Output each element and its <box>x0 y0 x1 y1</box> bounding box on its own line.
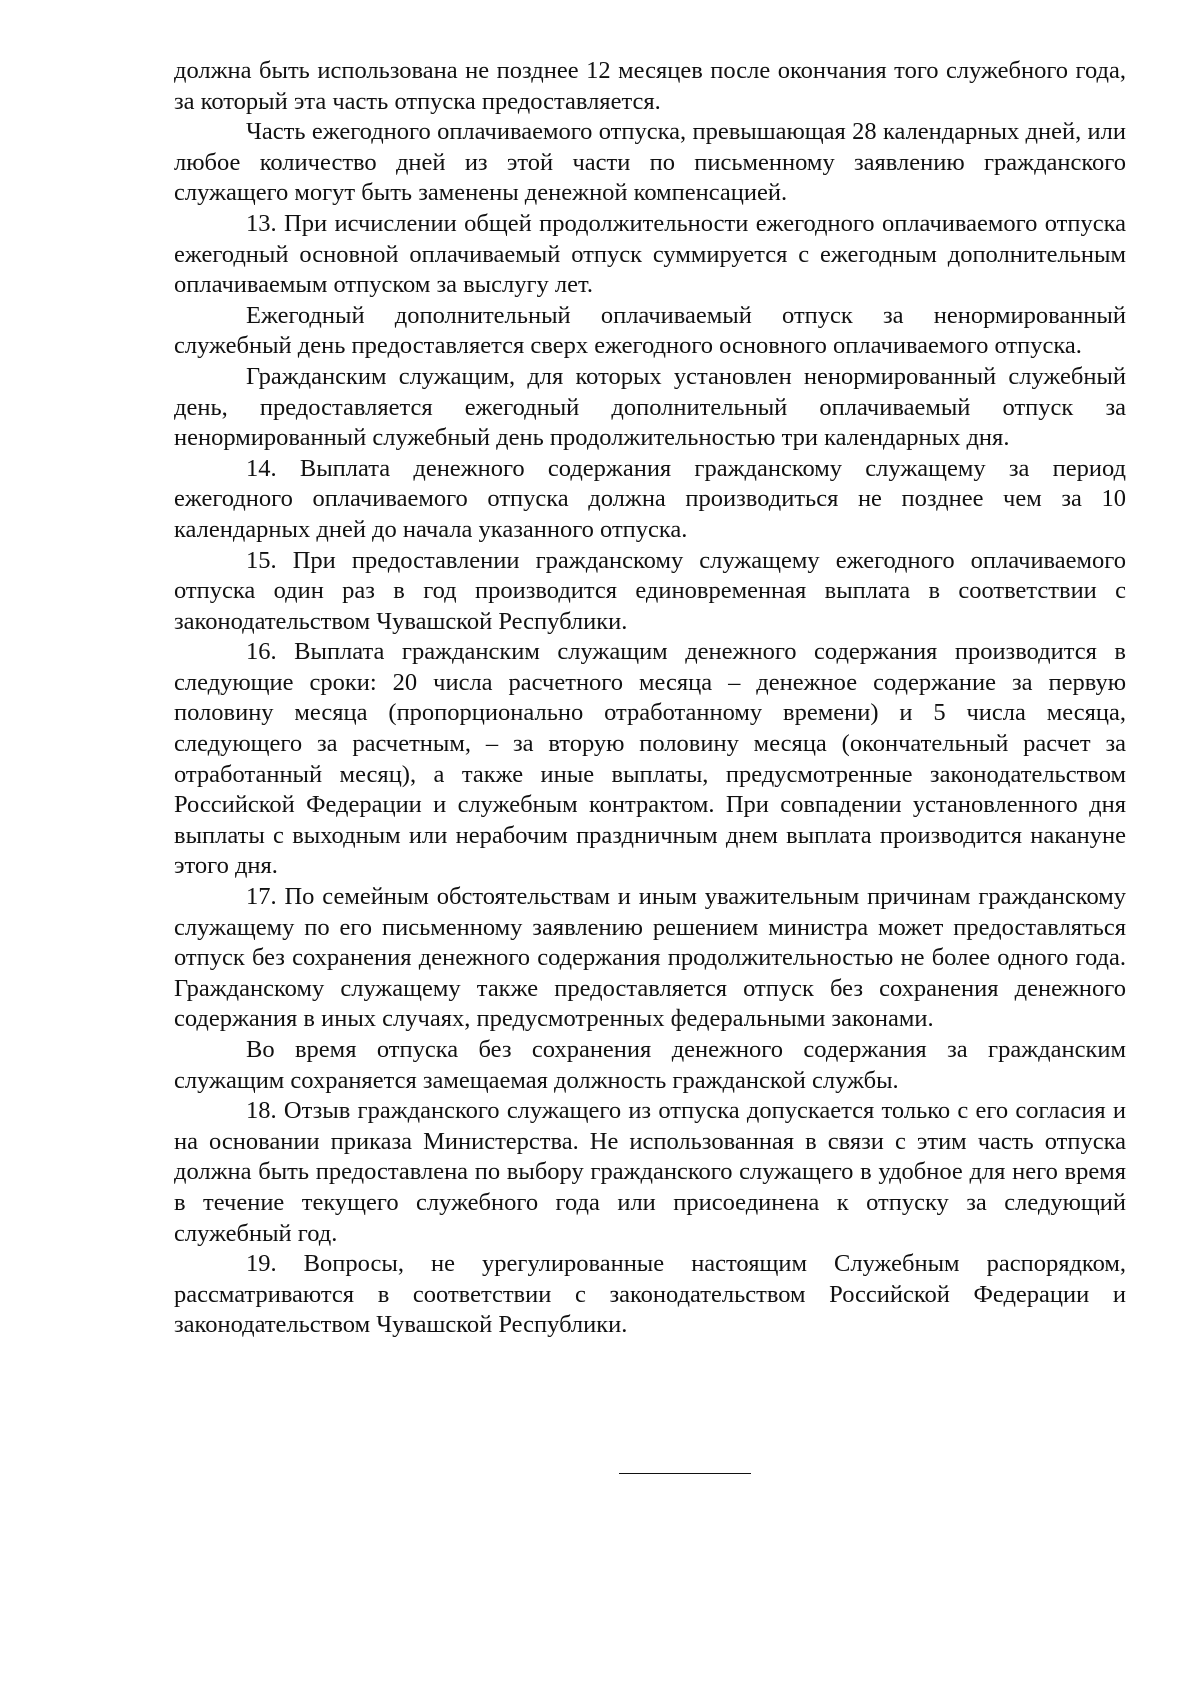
paragraph-19: 19. Вопросы, не урегулированные настоящим Служебным распорядком, рассматриваются в соответствии с законодательством Российской Федерации и законодательством Чувашской Республики. <box>174 1250 1126 1339</box>
end-of-document-rule <box>619 1473 751 1474</box>
paragraph-18: 18. Отзыв гражданского служащего из отпуска допускается только с его согласия и на основании приказа Министерства. Не использованная в связи с этим часть отпуска должна быть предоставлена по выбору гражданского служащего в удобное для него время в течение текущего служебного года или присоединена к отпуску за следующий служебный год. <box>174 1097 1126 1247</box>
paragraph-13: 13. При исчислении общей продолжительности ежегодного оплачиваемого отпуска ежегодный основной оплачиваемый отпуск суммируется с ежегодным дополнительным оплачиваемым отпуском за выслугу лет. <box>174 209 1126 299</box>
document-body <box>174 56 1126 1341</box>
paragraph-17-position-retained: Во время отпуска без сохранения денежного содержания за гражданским служащим сохраняется замещаемая должность гражданской службы. <box>174 1036 1126 1094</box>
paragraph-17: 17. По семейным обстоятельствам и иным уважительным причинам гражданскому служащему по его письменному заявлению решением министра может предоставляться отпуск без сохранения денежного содержания продолжительностью не более одного года. Гражданскому служащему также предоставляется отпуск без сохранения денежного содержания в иных случаях, предусмотренных федеральными законами. <box>174 883 1126 1033</box>
paragraph-13-irregular-day: Гражданским служащим, для которых установлен ненормированный служебный день, предоставляется ежегодный дополнительный оплачиваемый отпуск за ненормированный служебный день продолжительностью три календарных дня. <box>174 362 1126 452</box>
paragraph-13-additional-leave: Ежегодный дополнительный оплачиваемый отпуск за ненормированный служебный день предоставляется сверх ежегодного основного оплачиваемого отпуска. <box>174 301 1126 360</box>
paragraph-compensation: Часть ежегодного оплачиваемого отпуска, превышающая 28 календарных дней, или любое количество дней из этой части по письменному заявлению гражданского служащего могут быть заменены денежной компенсацией. <box>174 118 1126 207</box>
paragraph-14: 14. Выплата денежного содержания гражданскому служащему за период ежегодного оплачиваемого отпуска должна производиться не позднее чем за 10 календарных дней до начала указанного отпуска. <box>174 454 1126 543</box>
paragraph-continuation: должна быть использована не позднее 12 месяцев после окончания того служебного года, за который эта часть отпуска предоставляется. <box>174 57 1126 115</box>
paragraph-16: 16. Выплата гражданским служащим денежного содержания производится в следующие сроки: 20 числа расчетного месяца – денежное содержание за первую половину месяца (пропорционально отработанному времени) и 5 числа месяца, следующего за расчетным, – за вторую половину месяца (окончательный расчет за отработанный месяц), а также иные выплаты, предусмотренные законодательством Российской Федерации и служебным контрактом. При совпадении установленного дня выплаты с выходным или нерабочим праздничным днем выплата производится накануне этого дня. <box>174 638 1126 880</box>
paragraph-15: 15. При предоставлении гражданскому служащему ежегодного оплачиваемого отпуска один раз в год производится единовременная выплата в соответствии с законодательством Чувашской Республики. <box>174 546 1126 635</box>
